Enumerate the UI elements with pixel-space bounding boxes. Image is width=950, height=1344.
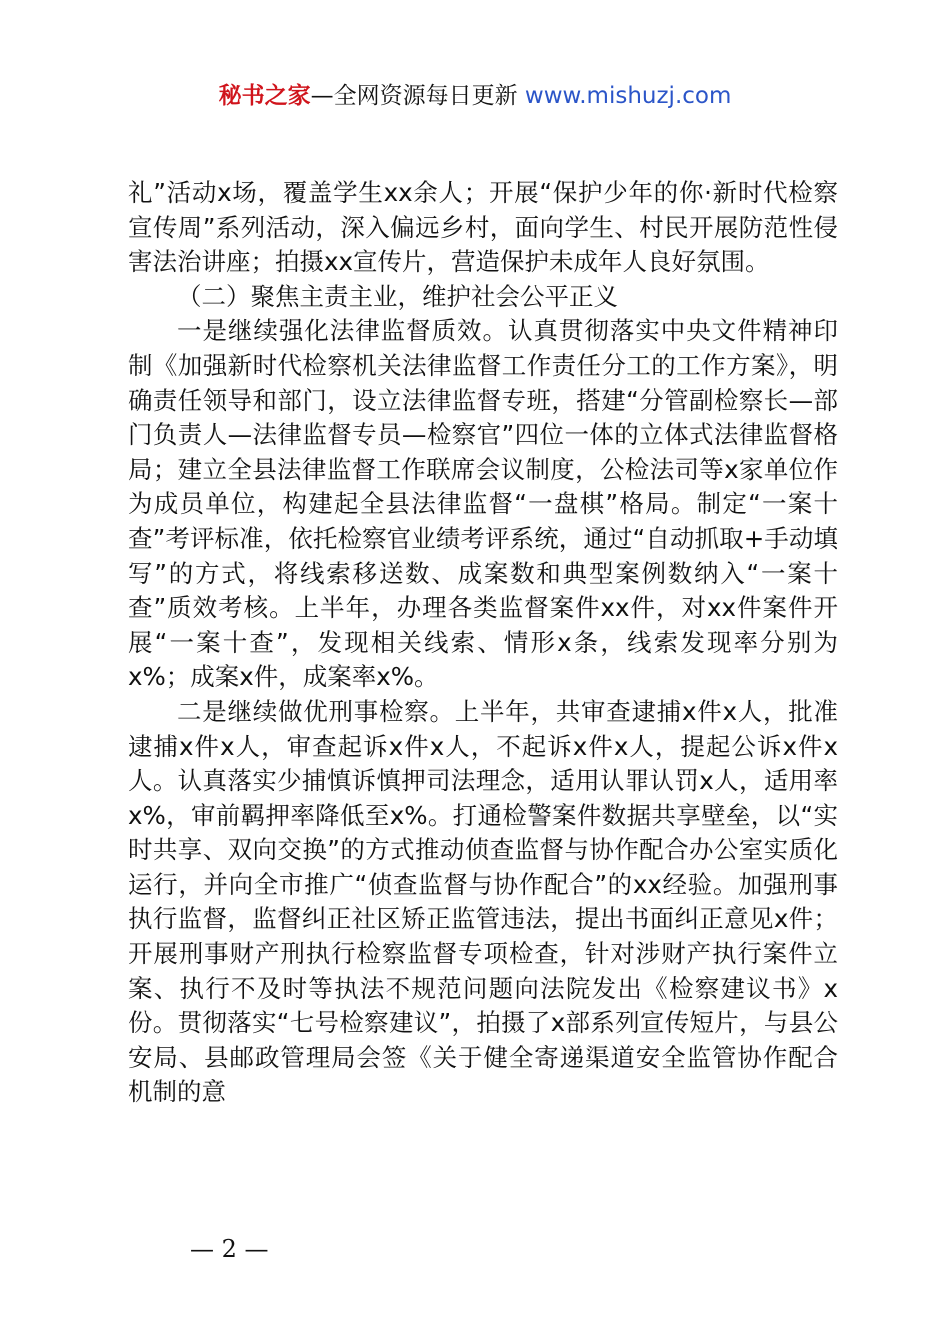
paragraph-criminal-procuratorate: 二是继续做优刑事检察。上半年，共审查逮捕x件x人，批准逮捕x件x人，审查起诉x件x人，不起诉x件x人，提起公诉x件x人。认真落实少捕慎诉慎押司法理念，适用认罪认罚x人，适用率x%，审前羁押率降低至x%。打通检警案件数据共享壁垒，以“实时共享、双向交换”的方式推动侦查监督与协作配合办公室实质化运行，并向全市推广“侦查监督与协作配合”的xx经验。加强刑事执行监督，监督纠正社区矫正监管违法，提出书面纠正意见x件；开展刑事财产刑执行检察监督专项检查，针对涉财产执行案件立案、执行不及时等执法不规范问题向法院发出《检察建议书》x份。贯彻落实“七号检察建议”，拍摄了x部系列宣传短片，与县公安局、县邮政管理局会签《关于健全寄递渠道安全监管协作配合机制的意 [128, 696, 838, 1107]
document-body [128, 176, 838, 1110]
page-number: — 2 — [190, 1235, 269, 1263]
site-url: www.mishuzj.com [524, 83, 732, 109]
header-tagline: —全网资源每日更新 [310, 83, 518, 109]
section-heading: （二）聚焦主责主业，维护社会公平正义 [177, 281, 618, 311]
paragraph-continuation: 礼”活动x场，覆盖学生xx余人；开展“保护少年的你·新时代检察宣传周”系列活动，深入偏远乡村，面向学生、村民开展防范性侵害法治讲座；拍摄xx宣传片，营造保护未成年人良好氛围。 [128, 178, 838, 277]
brand-name: 秘书之家 [218, 83, 311, 109]
paragraph-legal-supervision: 一是继续强化法律监督质效。认真贯彻落实中央文件精神印制《加强新时代检察机关法律监督工作责任分工的工作方案》，明确责任领导和部门，设立法律监督专班，搭建“分管副检察长—部门负责人—法律监督专员—检察官”四位一体的立体式法律监督格局；建立全县法律监督工作联席会议制度，公检法司等x家单位作为成员单位，构建起全县法律监督“一盘棋”格局。制定“一案十查”考评标准，依托检察官业绩考评系统，通过“自动抓取+手动填写”的方式，将线索移送数、成案数和典型案例数纳入“一案十查”质效考核。上半年，办理各类监督案件xx件，对xx件案件开展“一案十查”，发现相关线索、情形x条，线索发现率分别为x%；成案x件，成案率x%。 [128, 316, 838, 692]
site-header [0, 80, 950, 112]
